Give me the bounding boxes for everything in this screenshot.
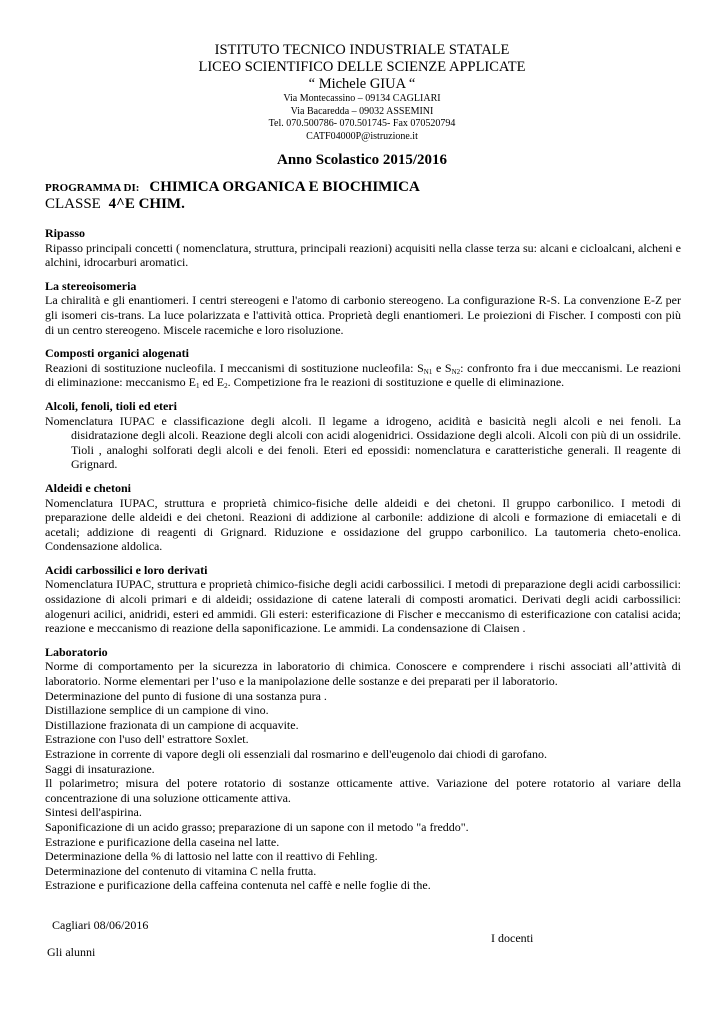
class-value: 4^E CHIM. xyxy=(108,196,185,212)
section-aldeidi xyxy=(45,481,681,554)
section-title: Ripasso xyxy=(45,226,86,240)
lab-item: Estrazione e purificazione della caseina nel latte. xyxy=(45,834,280,849)
footer-alunni: Gli alunni xyxy=(47,945,96,959)
section-title: Acidi carbossilici e loro derivati xyxy=(45,562,208,577)
lab-item: Saggi di insaturazione. xyxy=(45,761,155,776)
subscript: 1 xyxy=(195,382,200,391)
lab-item: Estrazione in corrente di vapore degli oli essenziali dal rosmarino e dell'eugenolo dai chiodi di garofano. xyxy=(45,747,547,761)
school-year: Anno Scolastico 2015/2016 xyxy=(276,152,447,168)
section-alcoli xyxy=(45,399,681,472)
text-run: ed E xyxy=(199,375,225,390)
school-name: ISTITUTO TECNICO INDUSTRIALE STATALE xyxy=(214,42,510,58)
section-laboratorio xyxy=(45,645,681,893)
text-run: : confronto fra i due meccanismi. Le reazioni di eliminazione: meccanismo E xyxy=(45,360,681,390)
section-body: La chiralità e gli enantiomeri. I centri stereogeni e l'atomo di carbonio stereogeno. La configurazione R-S. La convenzione E-Z per gli isomeri cis-trans. La luce polarizzata e l'attività ottica. Proprietà degli enantiomeri. Le proiezioni di Fischer. I composti con più di un centro stereogeno. Miscele racemiche e loro risoluzione. xyxy=(45,293,681,337)
section-title: Aldeidi e chetoni xyxy=(45,480,131,495)
lab-item: Distillazione semplice di un campione di vino. xyxy=(45,703,269,718)
section-acidi xyxy=(45,563,681,636)
school-email: CATF04000P@istruzione.it xyxy=(306,130,418,142)
lab-item: Norme di comportamento per la sicurezza in laboratorio di chimica. Conoscere e comprendere i rischi associati all’attività di laboratorio. Norme elementari per l’uso e la manipolazione delle sostanze e dei preparati per il laboratorio. xyxy=(45,659,681,689)
lab-item: Estrazione con l'uso dell' estrattore Soxlet. xyxy=(45,732,249,747)
section-body: Nomenclatura IUPAC, struttura e proprietà chimico-fisiche delle aldeidi e dei chetoni. Il gruppo carbonilico. I metodi di preparazione delle aldeidi e dei chetoni. Reazioni di addizione al carbonile: addizione di alcoli e formazione di emiacetali e di acetali; addizione di reagenti di Grignard. Riduzione e ossidazione del gruppo carbonilico. La tautomeria cheto-enolica. Condensazione aldolica. xyxy=(45,495,681,554)
section-body: Nomenclatura IUPAC e classificazione degli alcoli. Il legame a idrogeno, acidità e basicità negli alcoli e nei fenoli. La disidratazione degli alcoli. Reazione degli alcoli con acidi alogenidrici. Ossidazione degli alcoli. Alcoli con più di un ossidrile. Tioli , analoghi solforati degli alcoli e dei fenoli. Eteri ed epossidi: nomenclatura e caratteristiche generali. Il reagente di Grignard. xyxy=(45,413,681,472)
lab-item: Sintesi dell'aspirina. xyxy=(45,805,142,820)
section-title: Laboratorio xyxy=(45,644,108,659)
lab-item: Determinazione del punto di fusione di una sostanza pura . xyxy=(45,688,327,703)
lab-item: Il polarimetro; misura del potere rotatorio di sostanze otticamente attive. Variazione del potere rotatorio al variare della concentrazione di una soluzione otticamente attiva. xyxy=(45,776,681,805)
program-label: PROGRAMMA DI: xyxy=(45,182,140,194)
text-run: . Competizione fra le reazioni di sostituzione e quelle di eliminazione. xyxy=(227,375,565,390)
class-line xyxy=(45,196,185,213)
subscript: 2 xyxy=(224,382,228,391)
class-label: CLASSE xyxy=(45,196,101,212)
subscript: N2 xyxy=(451,367,461,376)
section-body xyxy=(45,361,681,390)
section-stereoisomeria xyxy=(45,279,681,337)
program-line xyxy=(45,178,420,196)
footer-docenti: I docenti xyxy=(491,931,534,945)
section-title: Alcoli, fenoli, tioli ed eteri xyxy=(45,398,177,413)
section-body: Nomenclatura IUPAC, struttura e proprietà chimico-fisiche degli acidi carbossilici. I metodi di preparazione degli acidi carbossilici: ossidazione di alcoli primari e di aldeidi; ossidazione di catene laterali di composti aromatici. Derivati degli acidi carbossilici: alogenuri acilici, anidridi, esteri ed ammidi. Gli esteri: esterificazione di Fischer e meccanismo di esterificazione con catalisi acida; reazione e meccanismo di reazione della saponificazione. Le ammidi. La condensazione di Claisen . xyxy=(45,577,681,636)
section-alogenati xyxy=(45,346,681,390)
text-run: Reazioni di sostituzione nucleofila. I meccanismi di sostituzione nucleofila: S xyxy=(45,360,424,375)
address-cagliari: Via Montecassino – 09134 CAGLIARI xyxy=(283,93,441,104)
lab-item: Distillazione frazionata di un campione di acquavite. xyxy=(45,717,299,732)
text-run: e S xyxy=(432,360,452,375)
lab-item: Saponificazione di un acido grasso; preparazione di un sapone con il metodo "a freddo". xyxy=(45,819,469,834)
section-ripasso xyxy=(45,226,681,270)
lab-item: Estrazione e purificazione della caffeina contenuta nel caffè e nelle foglie di the. xyxy=(45,878,431,893)
lab-item: Determinazione della % di lattosio nel latte con il reattivo di Fehling. xyxy=(45,849,378,864)
program-content xyxy=(45,226,681,902)
section-title: Composti organici alogenati xyxy=(45,346,189,361)
school-header xyxy=(0,42,724,169)
school-subtitle: LICEO SCIENTIFICO DELLE SCIENZE APPLICATE xyxy=(198,59,526,75)
program-subject: CHIMICA ORGANICA E BIOCHIMICA xyxy=(149,179,420,195)
footer-date: Cagliari 08/06/2016 xyxy=(52,918,149,932)
section-title: La stereoisomeria xyxy=(45,278,137,293)
subscript: N1 xyxy=(423,367,433,376)
section-body: Ripasso principali concetti ( nomenclatura, struttura, principali reazioni) acquisiti nella classe terza su: alcani e cicloalcani, alcheni e alchini, idrocarburi aromatici. xyxy=(45,240,681,270)
school-dedication: “ Michele GIUA “ xyxy=(308,76,416,92)
lab-item: Determinazione del contenuto di vitamina C nella frutta. xyxy=(45,863,317,878)
address-assemini: Via Bacaredda – 09032 ASSEMINI xyxy=(290,105,434,117)
phone-fax: Tel. 070.500786- 070.501745- Fax 070520794 xyxy=(268,118,456,129)
